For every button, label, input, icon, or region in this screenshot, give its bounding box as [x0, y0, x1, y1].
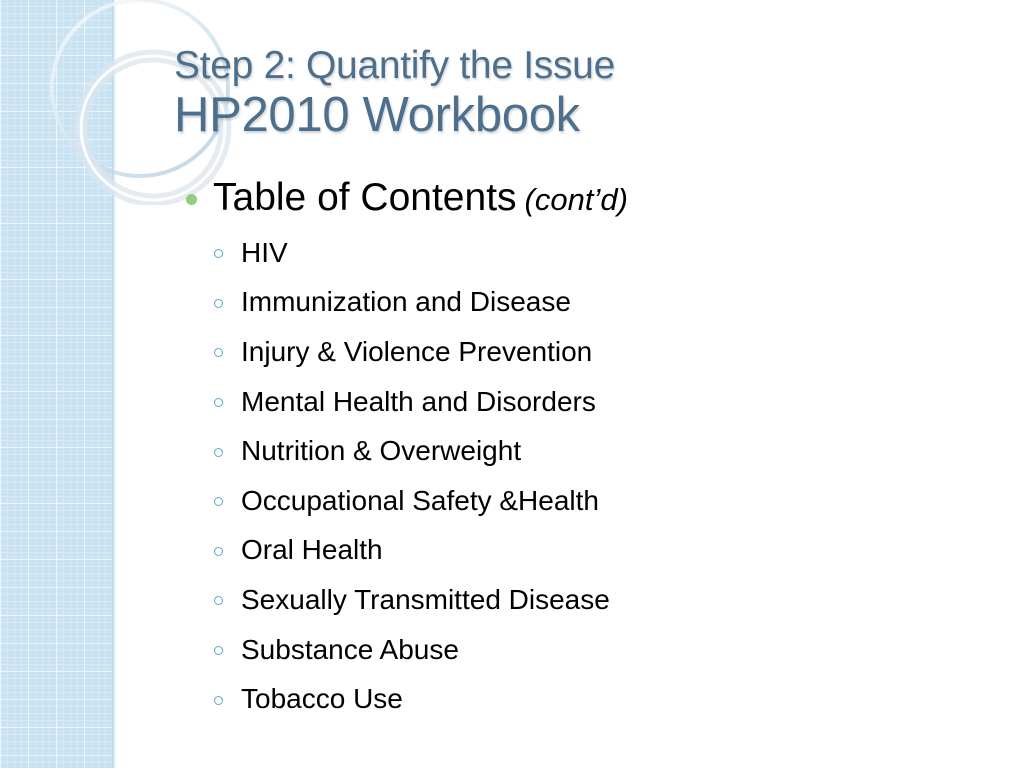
list-item-label: Oral Health	[241, 534, 383, 566]
ring-bullet-icon	[214, 646, 223, 655]
title-line-2: HP2010 Workbook	[174, 88, 580, 142]
ring-bullet-icon	[214, 398, 223, 407]
list-item-label: Nutrition & Overweight	[241, 435, 522, 467]
list-item	[214, 526, 986, 576]
ring-bullet-icon	[214, 448, 223, 457]
list-item	[214, 228, 986, 278]
main-bullet-label: Table of Contents	[213, 176, 517, 219]
ring-bullet-icon	[214, 696, 223, 705]
list-item-label: Immunization and Disease	[241, 286, 571, 318]
content-area	[186, 172, 986, 724]
list-item-label: Injury & Violence Prevention	[241, 335, 593, 367]
main-bullet	[186, 172, 986, 224]
list-item-label: Sexually Transmitted Disease	[241, 583, 610, 615]
list-item-label: Occupational Safety &Health	[241, 484, 599, 516]
green-dot-bullet-icon	[186, 194, 197, 205]
ring-bullet-icon	[214, 348, 223, 357]
list-item	[214, 278, 986, 328]
sub-bullet-list	[186, 228, 986, 724]
ring-bullet-icon	[214, 299, 223, 308]
list-item-label: Mental Health and Disorders	[241, 385, 596, 417]
ring-bullet-icon	[214, 547, 223, 556]
list-item	[214, 575, 986, 625]
ring-bullet-icon	[214, 497, 223, 506]
list-item	[214, 476, 986, 526]
list-item	[214, 426, 986, 476]
list-item-label: Tobacco Use	[241, 683, 403, 715]
list-item-label: HIV	[241, 236, 288, 268]
list-item-label: Substance Abuse	[241, 633, 459, 665]
list-item	[214, 674, 986, 724]
slide-title	[174, 44, 615, 142]
list-item	[214, 625, 986, 675]
main-bullet-suffix: (cont’d)	[524, 182, 628, 217]
list-item	[214, 377, 986, 427]
ring-bullet-icon	[214, 596, 223, 605]
list-item	[214, 327, 986, 377]
title-line-1: Step 2: Quantify the Issue	[174, 44, 615, 87]
ring-bullet-icon	[214, 249, 223, 258]
main-bullet-text	[213, 176, 628, 220]
